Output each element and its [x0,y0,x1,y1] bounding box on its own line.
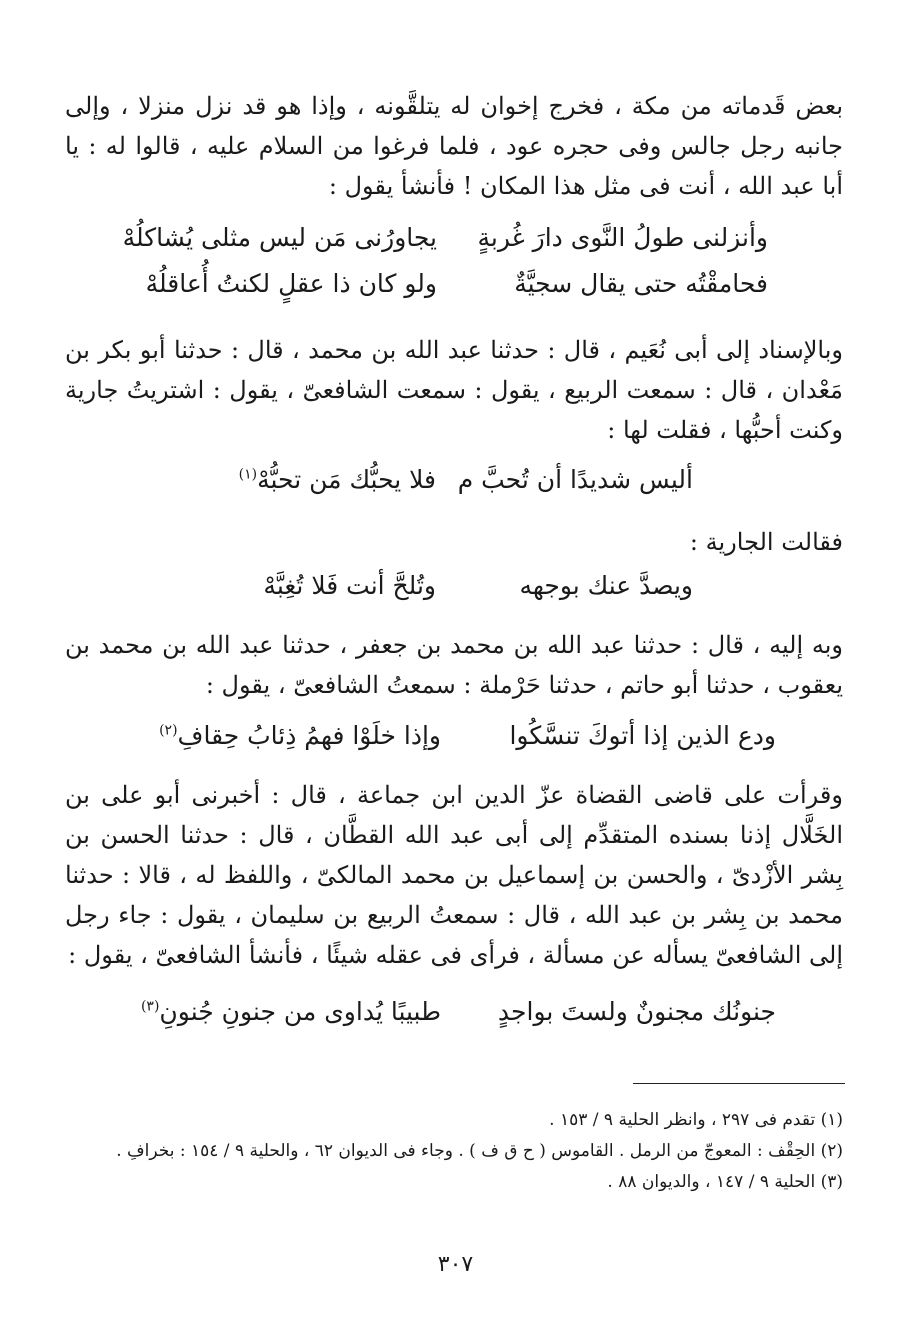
paragraph-1: بعض قَدماته من مكة ، فخرج إخوان له يتلقَّونه ، وإذا هو قد نزل منزلا ، وإلى جانبه رجل جالس وفى حجره عود ، فلما فرغوا من السلام عليه ، قالوا له : يا أبا عبد الله ، أنت فى مثل هذا المكان ! فأنشأ يقول : [65,92,843,200]
footnote-1: (١) تقدم فى ٢٩٧ ، وانظر الحلية ٩ / ١٥٣ . [549,1110,843,1130]
verse-2-second-hemistich [239,460,436,500]
footnote-separator [633,1083,845,1084]
verse-4 [0,716,911,756]
verse-5-second-text: طبيبًا يُداوى من جنونِ جُنونِ [159,997,441,1026]
footnote-ref-3: (٣) [140,998,160,1015]
verse-1b [0,264,911,304]
page-number: ٣٠٧ [437,1252,474,1277]
verse-5 [0,992,911,1032]
verse-1a [0,218,911,258]
footnote-3: (٣) الحلية ٩ / ١٤٧ ، والديوان ٨٨ . [607,1172,843,1192]
paragraph-3: فقالت الجارية : [689,528,843,556]
paragraph-4: وبه إليه ، قال : حدثنا عبد الله بن محمد بن جعفر ، حدثنا عبد الله بن محمد بن يعقوب ، حدثنا أبو حاتم ، حدثنا حَرْملة : سمعتُ الشافعىّ ، يقول : [65,631,843,699]
verse-4-second-hemistich [159,716,441,756]
verse-1a-second-hemistich: يجاورُنى مَن ليس مثلى يُشاكلُهْ [122,223,437,252]
verse-3-second-hemistich: وتُلحَّ أنت فَلا تُغِبَّهْ [263,571,436,600]
verse-2-second-text: فلا يحبُّك مَن تحبُّهْ [257,465,436,494]
verse-4-second-text: وإذا خلَوْا فهمُ ذِئابُ حِقافِ [177,721,441,750]
verse-5-first-hemistich: جنونُك مجنونٌ ولستَ بواجدٍ [497,997,776,1026]
verse-3 [0,566,911,606]
footnote-ref-1: (١) [238,466,258,483]
footnote-ref-2: (٢) [159,722,178,739]
verse-2 [0,460,911,500]
paragraph-5: وقرأت على قاضى القضاة عزّ الدين ابن جماعة ، قال : أخبرنى أبو على بن الخَلَّال إذنا بسنده المتقدِّم إلى أبى عبد الله القطَّان ، قال : حدثنا الحسن بن بِشر الأزْدىّ ، والحسن بن إسماعيل بن محمد المالكىّ ، واللفظ له ، قالا : حدثنا محمد بن بِشر بن عبد الله ، قال : سمعتُ الربيع بن سليمان ، يقول : جاء رجل إلى الشافعىّ يسأله عن مسألة ، فرأى فى عقله شيئًا ، فأنشأ الشافعىّ ، يقول : [65,781,843,969]
verse-1a-first-hemistich: وأنزلنى طولُ النَّوى دارَ غُربةٍ [477,223,768,252]
verse-4-first-hemistich: ودع الذين إذا أتوكَ تنسَّكُوا [509,721,776,750]
verse-1b-second-hemistich: ولو كان ذا عقلٍ لكنتُ أُعاقلُهْ [145,269,437,298]
verse-5-second-hemistich [141,992,441,1032]
verse-3-first-hemistich: ويصدَّ عنك بوجهه [519,571,693,600]
paragraph-2: وبالإسناد إلى أبى نُعَيم ، قال : حدثنا عبد الله بن محمد ، قال : حدثنا أبو بكر بن مَعْدان ، قال : سمعت الربيع ، يقول : سمعت الشافعىّ ، يقول : اشتريتُ جارية وكنت أحبُّها ، فقلت لها : [65,336,843,444]
verse-2-first-hemistich: أليس شديدًا أن تُحبَّ م [457,465,693,494]
footnote-2: (٢) الحِقْف : المعوجّ من الرمل . القاموس ( ح ق ف ) . وجاء فى الديوان ٦٢ ، والحلية ٩ / ١٥٤ : بخرافِ . [116,1141,843,1161]
verse-1b-first-hemistich: فحامقْتُه حتى يقال سجيَّةٌ [514,269,768,298]
